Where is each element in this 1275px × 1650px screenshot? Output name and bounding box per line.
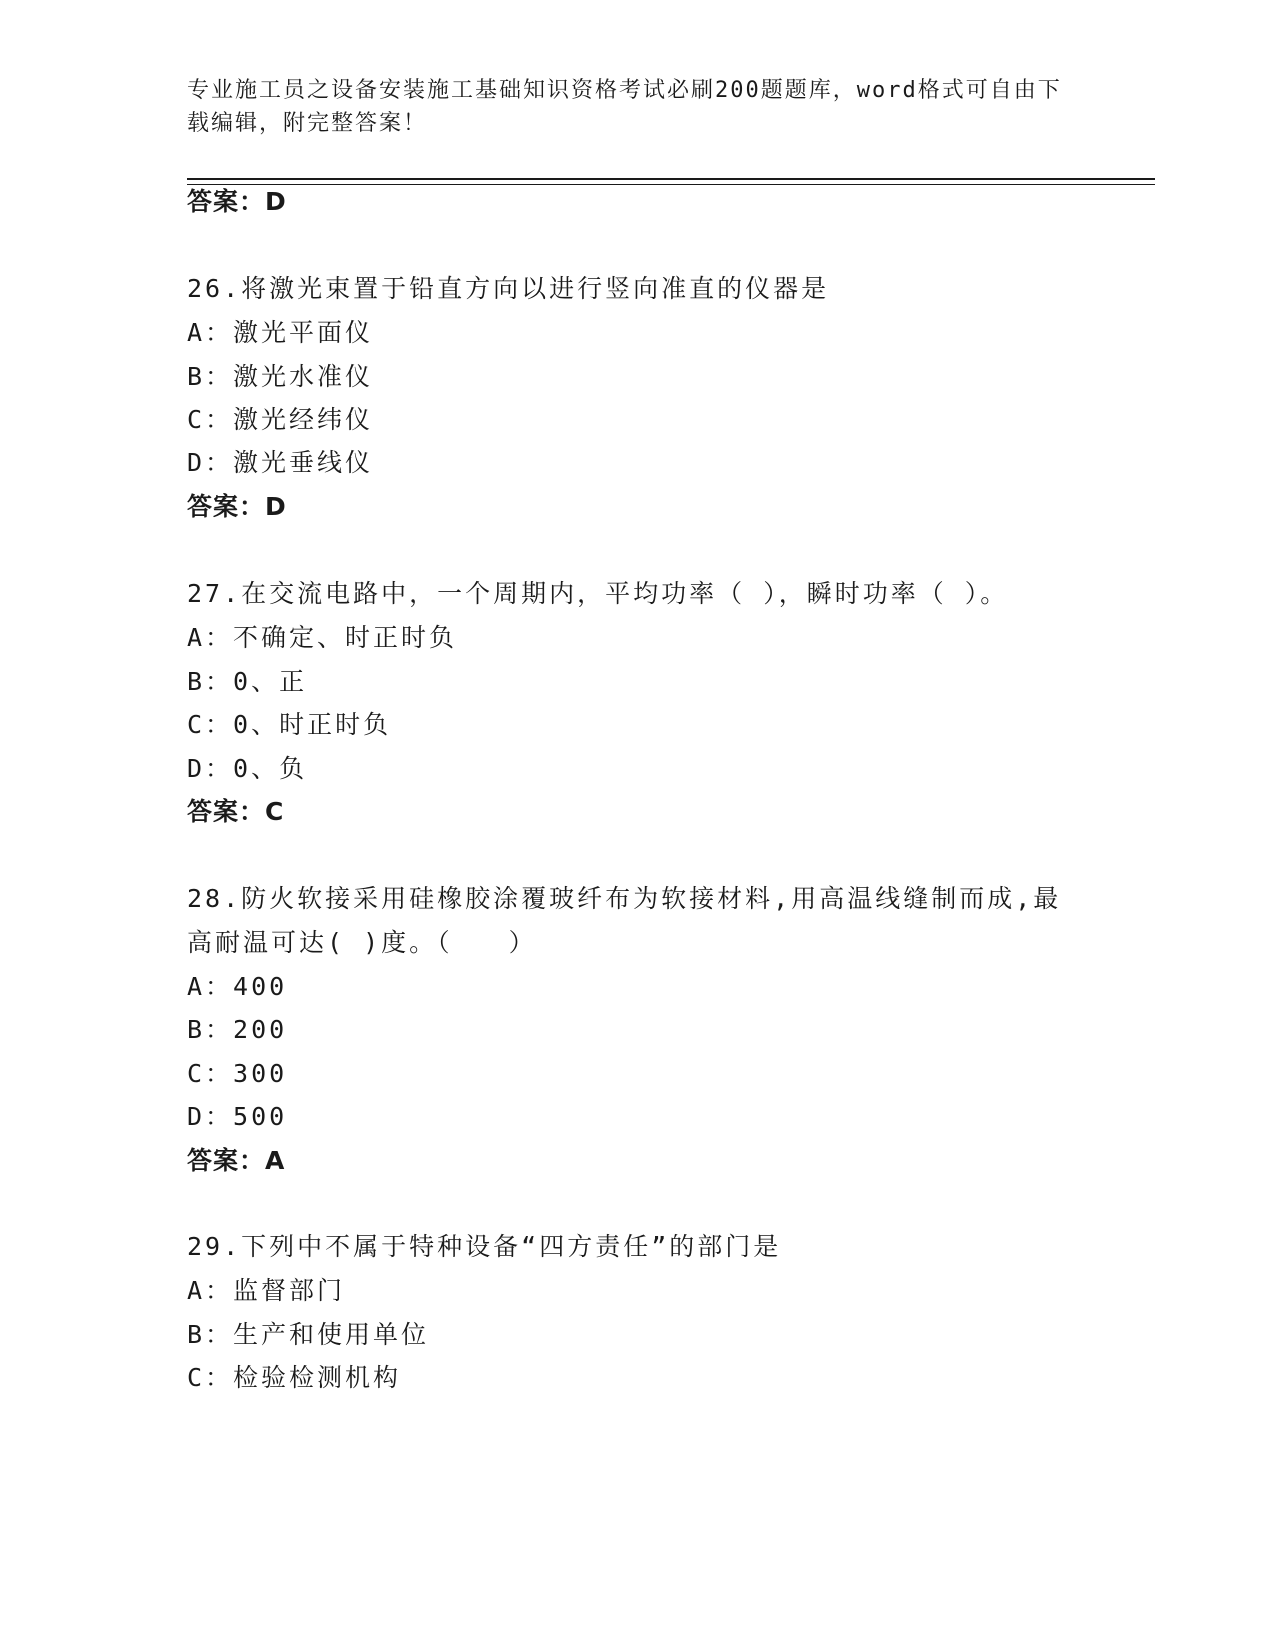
question-26-answer: 答案：D xyxy=(187,492,287,521)
question-28-option-b: B：200 xyxy=(187,1015,288,1044)
question-27-option-d: D：0、负 xyxy=(187,754,308,783)
question-27-option-b: B：0、正 xyxy=(187,667,308,696)
question-26-option-b: B：激光水准仪 xyxy=(187,362,374,391)
question-28-stem-line-1: 28.防火软接采用硅橡胶涂覆玻纤布为软接材料,用高温线缝制而成,最 xyxy=(187,884,1062,913)
question-28-stem-line-2: 高耐温可达( )度。（ ） xyxy=(187,928,537,957)
question-26-option-a: A：激光平面仪 xyxy=(187,318,374,347)
question-29-option-b: B：生产和使用单位 xyxy=(187,1320,430,1349)
question-27-option-a: A：不确定、时正时负 xyxy=(187,623,458,652)
answer-25: 答案：D xyxy=(187,187,287,216)
question-26-option-c: C：激光经纬仪 xyxy=(187,405,374,434)
header-divider-thick xyxy=(187,178,1155,180)
question-26-option-d: D：激光垂线仪 xyxy=(187,448,374,477)
question-27-answer: 答案：C xyxy=(187,797,285,826)
question-28-option-d: D：500 xyxy=(187,1102,288,1131)
question-29-stem: 29.下列中不属于特种设备“四方责任”的部门是 xyxy=(187,1232,782,1261)
question-29-option-c: C：检验检测机构 xyxy=(187,1363,402,1392)
question-29-option-a: A：监督部门 xyxy=(187,1276,346,1305)
header-divider-thin xyxy=(187,184,1155,185)
question-27-option-c: C：0、时正时负 xyxy=(187,710,392,739)
question-28-option-a: A：400 xyxy=(187,972,288,1001)
question-27-stem: 27.在交流电路中，一个周期内，平均功率（ ），瞬时功率（ ）。 xyxy=(187,579,1009,608)
document-header: 专业施工员之设备安装施工基础知识资格考试必刷200题题库，word格式可自由下载编辑，附完整答案！ xyxy=(187,78,1062,136)
question-28-answer: 答案：A xyxy=(187,1146,286,1175)
question-28-option-c: C：300 xyxy=(187,1059,288,1088)
question-26-stem: 26.将激光束置于铅直方向以进行竖向准直的仪器是 xyxy=(187,274,830,303)
